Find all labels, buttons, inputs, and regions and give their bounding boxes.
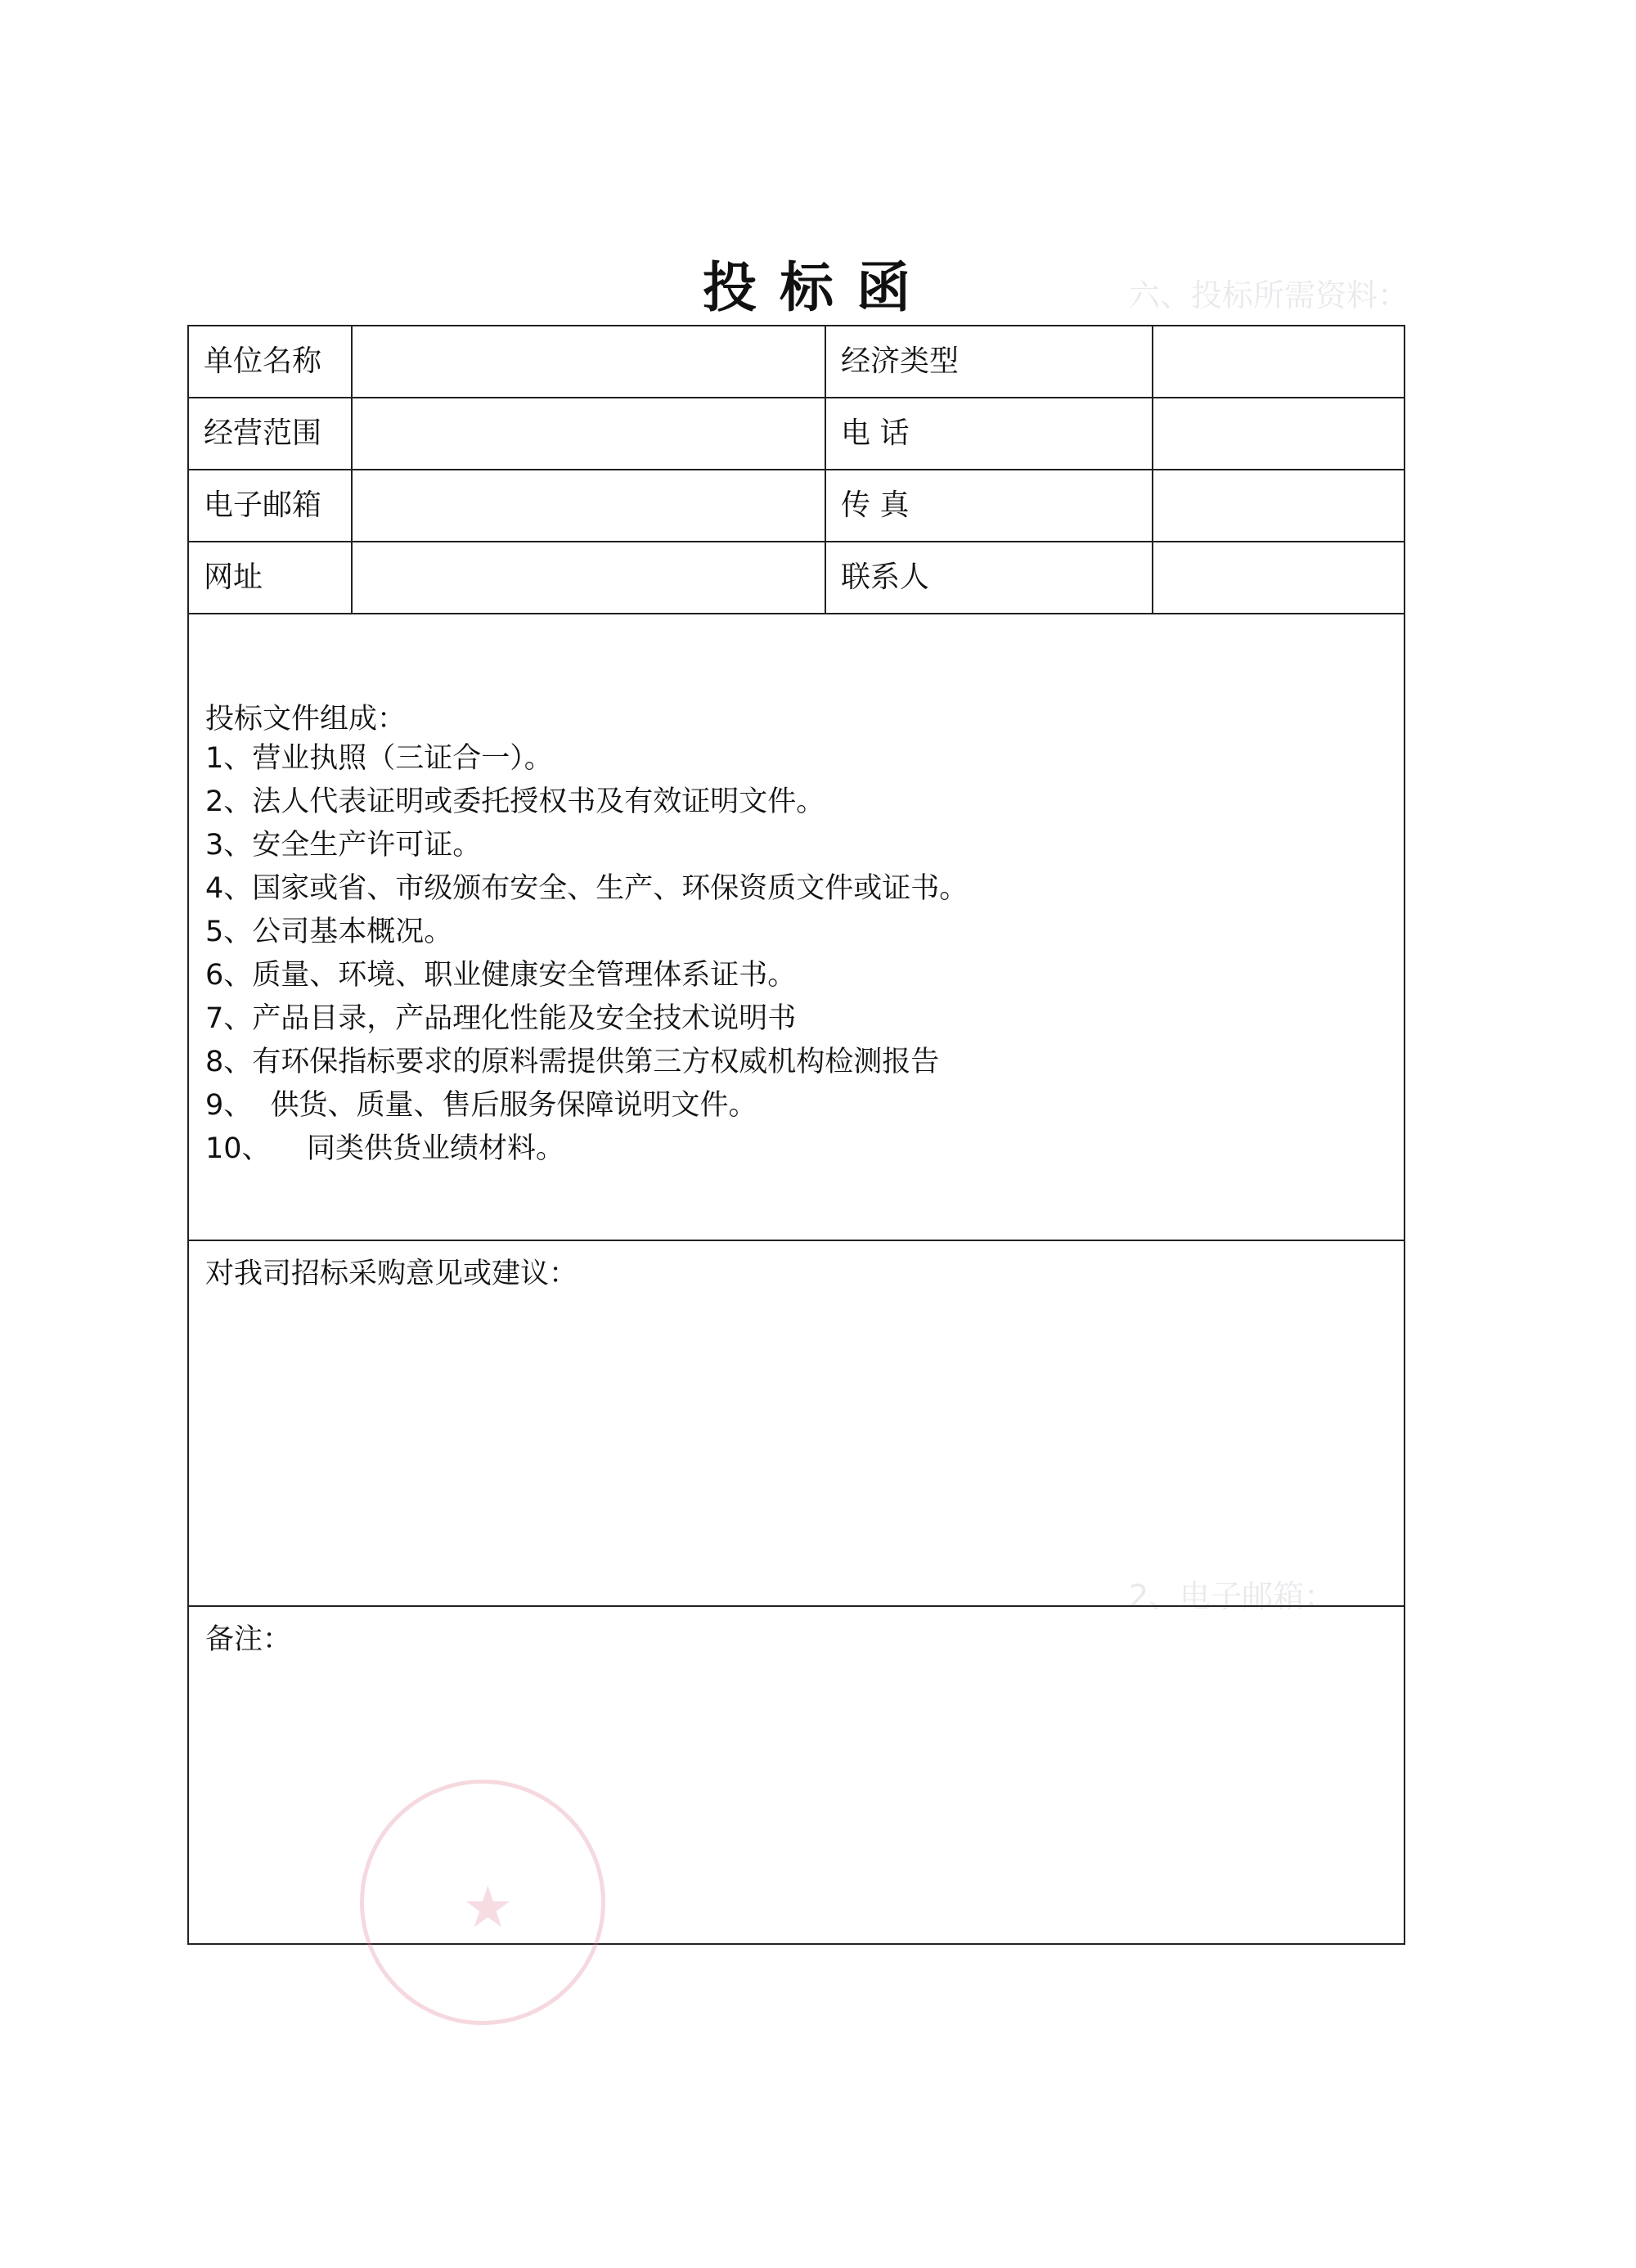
list-item: 4、国家或省、市级颁布安全、生产、环保资质文件或证书。 [205, 872, 969, 905]
documents-heading: 投标文件组成： [205, 703, 407, 736]
list-item: 7、产品目录，产品理化性能及安全技术说明书 [205, 1002, 797, 1035]
fax-value[interactable] [1153, 470, 1404, 541]
label-cell [826, 470, 1153, 541]
phone-value[interactable] [1153, 398, 1404, 469]
phone-label: 电 话 [841, 416, 910, 450]
star-icon: ★ [462, 1874, 514, 1941]
form-row-scope [189, 398, 1404, 470]
contact-value[interactable] [1153, 542, 1404, 613]
list-item: 3、安全生产许可证。 [205, 829, 482, 862]
list-item: 8、有环保指标要求的原料需提供第三方权威机构检测报告 [205, 1046, 940, 1078]
faded-stamp-seal [360, 1780, 605, 2025]
list-item: 5、公司基本概况。 [205, 916, 453, 948]
remarks-heading: 备注： [205, 1623, 292, 1656]
contact-label: 联系人 [841, 560, 930, 594]
unit-name-label: 单位名称 [204, 344, 322, 378]
label-cell [189, 542, 353, 613]
unit-name-value[interactable] [353, 326, 826, 397]
documents-section [189, 614, 1404, 1241]
list-item: 10、 同类供货业绩材料。 [205, 1132, 565, 1165]
website-value[interactable] [353, 542, 826, 613]
list-item: 1、营业执照（三证合一）。 [205, 742, 553, 775]
document-title: 投标函 [703, 255, 933, 319]
bleed-through-text: 六、投标所需资料： [1129, 277, 1409, 313]
economic-type-label: 经济类型 [841, 344, 960, 378]
form-row-unit [189, 326, 1404, 398]
label-cell [189, 326, 353, 397]
suggestions-section[interactable] [189, 1241, 1404, 1607]
website-label: 网址 [204, 560, 263, 594]
label-cell [826, 542, 1153, 613]
label-cell [189, 398, 353, 469]
economic-type-value[interactable] [1153, 326, 1404, 397]
label-cell [826, 326, 1153, 397]
list-item: 6、质量、环境、职业健康安全管理体系证书。 [205, 959, 797, 992]
email-label: 电子邮箱 [204, 488, 322, 522]
list-item: 9、 供货、质量、售后服务保障说明文件。 [205, 1089, 757, 1122]
bleed-through-text: 2、电子邮箱： [1129, 1578, 1336, 1614]
label-cell [189, 470, 353, 541]
suggestions-heading: 对我司招标采购意见或建议： [205, 1258, 578, 1290]
business-scope-label: 经营范围 [204, 416, 322, 450]
business-scope-value[interactable] [353, 398, 826, 469]
email-value[interactable] [353, 470, 826, 541]
list-item: 2、法人代表证明或委托授权书及有效证明文件。 [205, 785, 825, 818]
documents-list [205, 737, 968, 1171]
bid-letter-form [187, 325, 1405, 1945]
form-row-website [189, 542, 1404, 614]
form-row-email [189, 470, 1404, 542]
label-cell [826, 398, 1153, 469]
fax-label: 传 真 [841, 488, 910, 522]
